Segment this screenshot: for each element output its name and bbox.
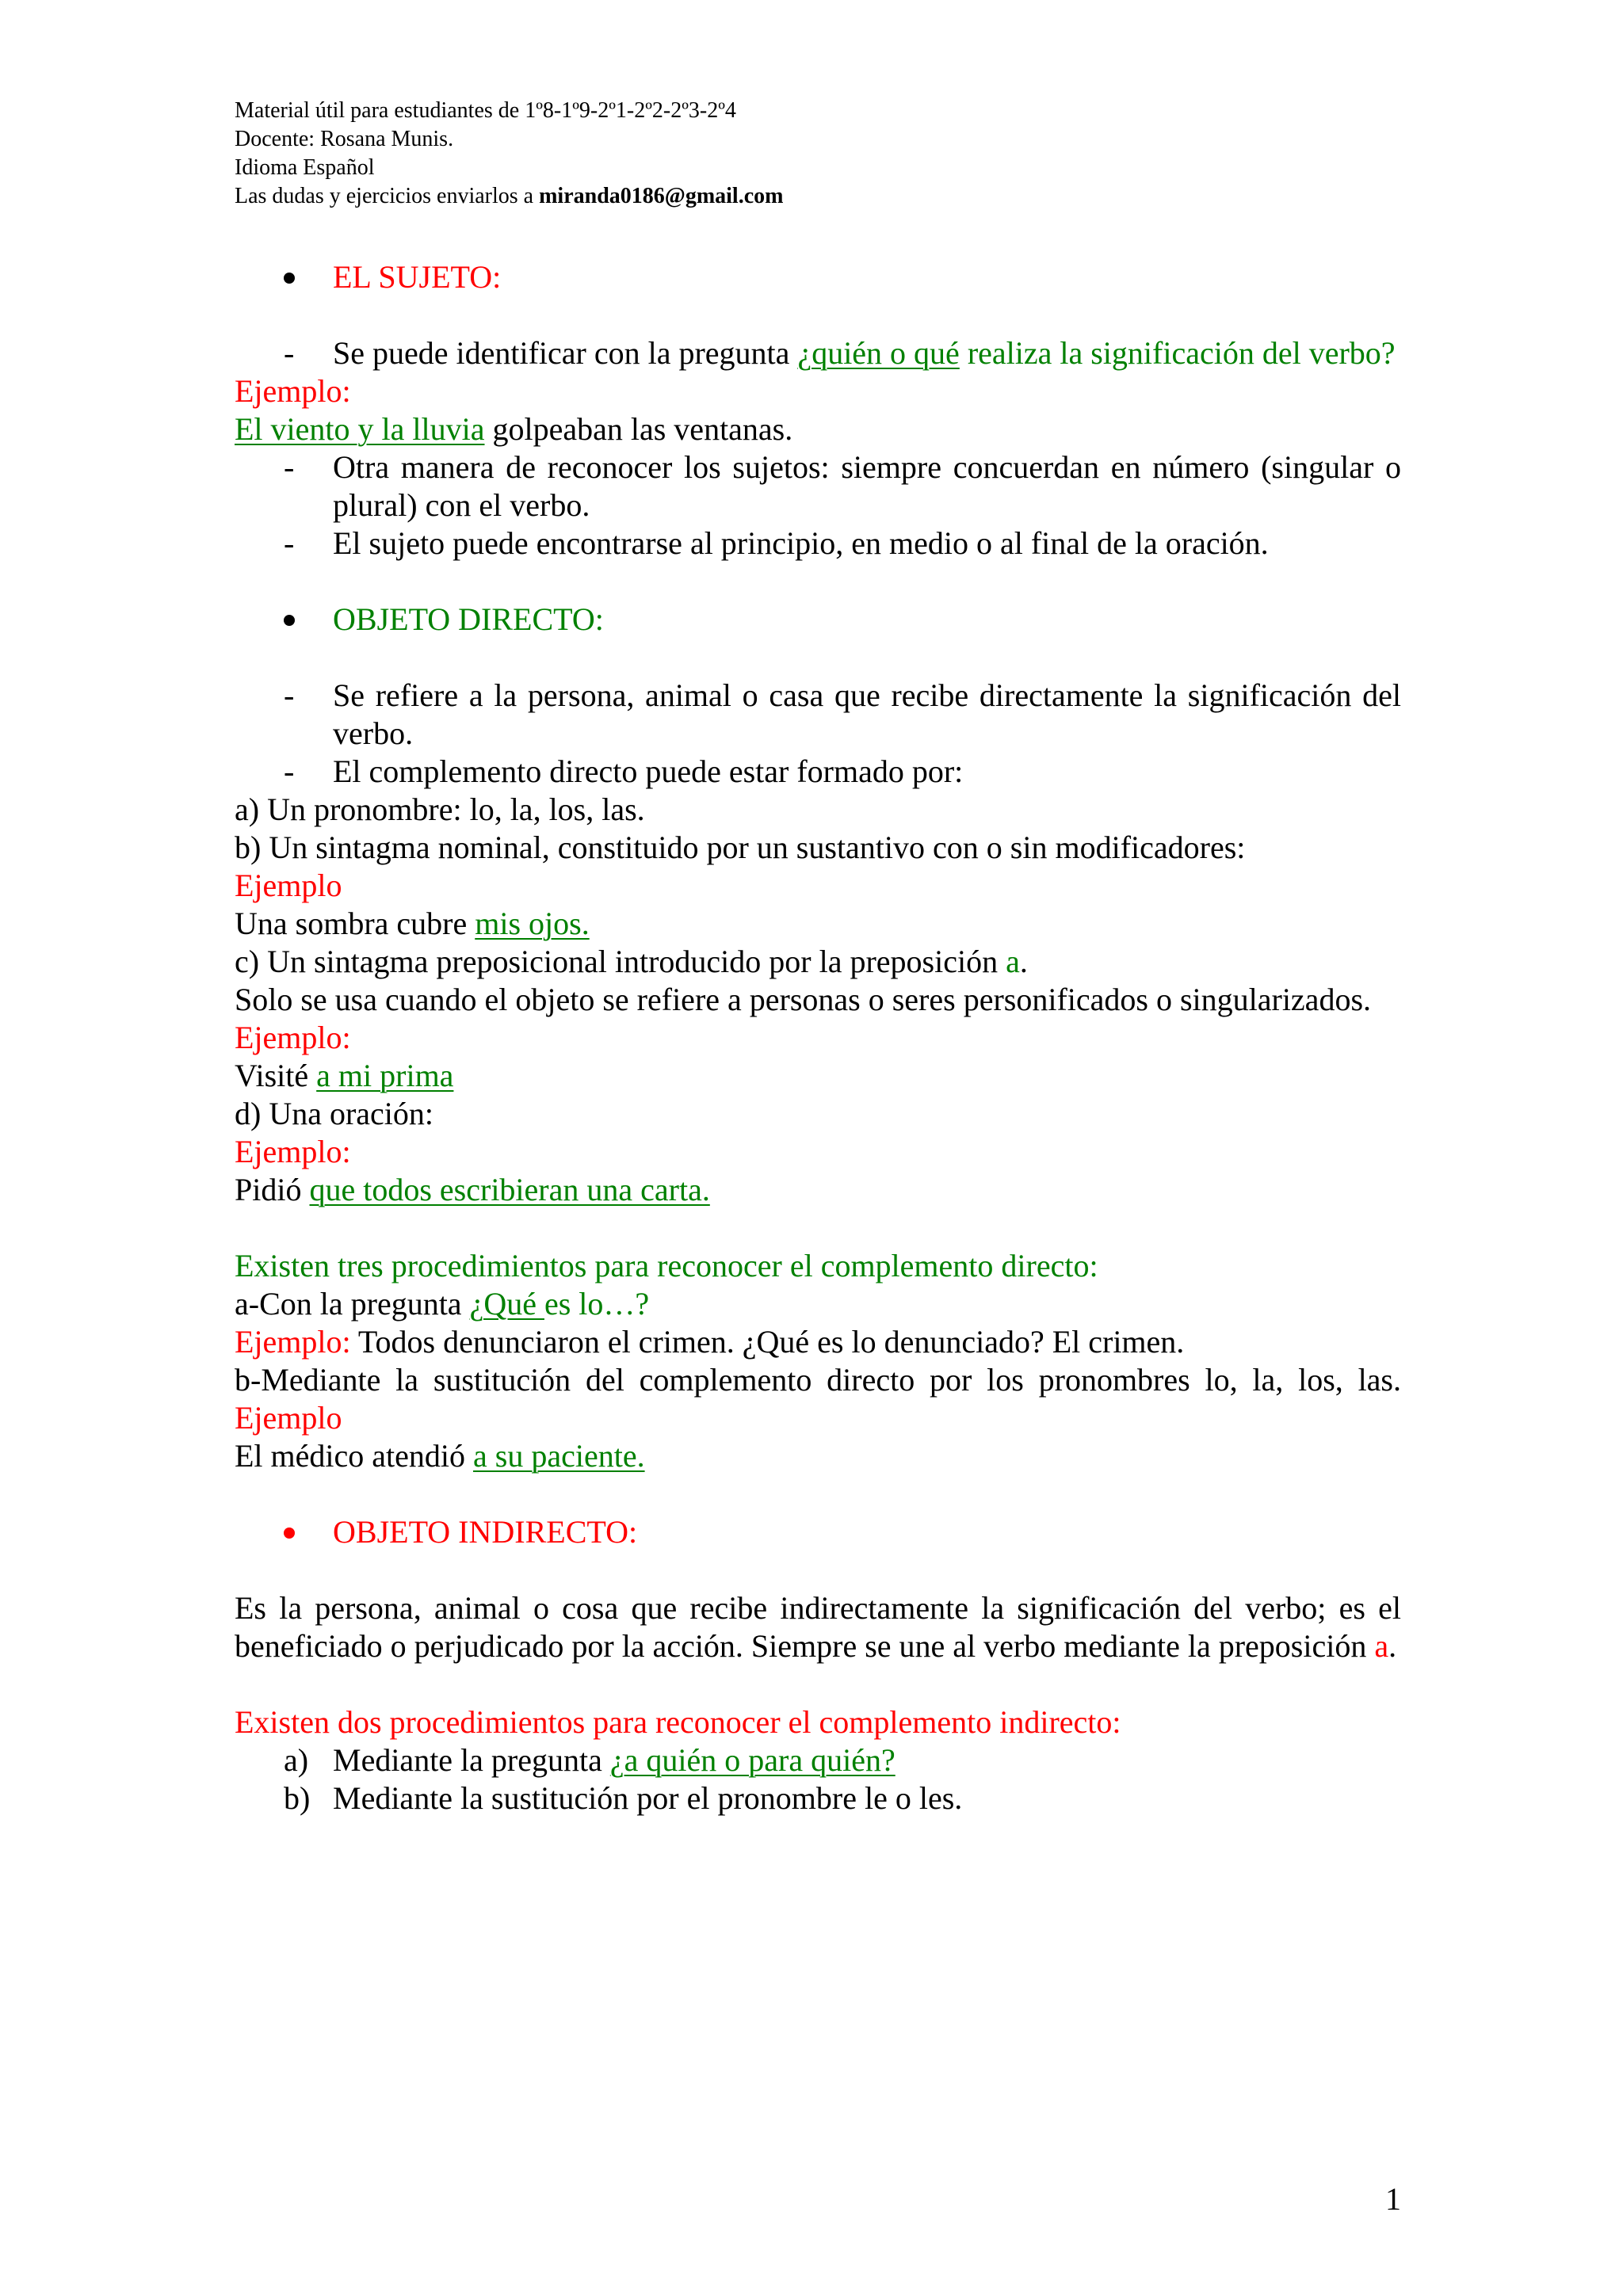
ejemplo-sentence <box>235 410 1401 448</box>
example-text: Todos denunciaron el crimen. ¿Qué es lo denunciado? El crimen. <box>350 1324 1185 1360</box>
heading-text: OBJETO INDIRECTO: <box>333 1514 638 1550</box>
heading-text: OBJETO DIRECTO: <box>333 601 604 637</box>
option-suffix: . <box>1019 944 1028 979</box>
ejemplo-label: Ejemplo <box>235 1400 342 1436</box>
preposition-highlight: a <box>1006 944 1020 979</box>
proc-text: a-Con la pregunta <box>235 1286 470 1322</box>
sentence-prefix: El médico atendió <box>235 1438 474 1474</box>
document-body <box>235 258 1401 1817</box>
header-line-contact <box>235 182 783 211</box>
sentence-prefix: Una sombra cubre <box>235 906 475 941</box>
oi-proc-a <box>235 1741 1401 1779</box>
ejemplo-label: Ejemplo: <box>235 1134 351 1169</box>
od-highlight: que todos escribieran una carta. <box>309 1172 710 1207</box>
ejemplo-label: Ejemplo: <box>235 373 351 409</box>
od-option-d: d) Una oración: <box>235 1096 434 1131</box>
question-highlight: ¿quién o qué <box>797 335 960 371</box>
ejemplo-sentence <box>235 1171 1401 1209</box>
sujeto-item-2 <box>235 448 1401 524</box>
section-heading-sujeto <box>235 258 1401 296</box>
od-highlight: a mi prima <box>316 1058 454 1093</box>
ejemplo-sentence <box>235 1437 1401 1475</box>
option-text: c) Un sintagma preposicional introducido por la preposición <box>235 944 1006 979</box>
od-item-2 <box>235 753 1401 791</box>
oi-procedimientos-title: Existen dos procedimientos para reconocer el complemento indirecto: <box>235 1704 1121 1740</box>
list-marker: a) <box>284 1742 309 1778</box>
question-rest: realiza la significación del verbo? <box>959 335 1396 371</box>
dash-marker: - <box>284 753 295 789</box>
od-option-c <box>235 943 1401 981</box>
ejemplo-label: Ejemplo <box>235 868 342 903</box>
sentence-rest: golpeaban las ventanas. <box>484 411 793 447</box>
od-procedimientos-title: Existen tres procedimientos para reconocer el complemento directo: <box>235 1248 1098 1283</box>
proc-text: b-Mediante la sustitución del complemento directo por los pronombres lo, la, los, las. <box>235 1362 1401 1398</box>
proc-text: Mediante la sustitución por el pronombre le o les. <box>333 1780 963 1816</box>
header-line-subject: Idioma Español <box>235 155 375 180</box>
od-highlight: mis ojos. <box>475 906 590 941</box>
item-text: Se puede identificar con la pregunta <box>333 335 798 371</box>
ejemplo-sentence <box>235 905 1401 943</box>
page-number: 1 <box>1385 2181 1401 2217</box>
od-highlight: a su paciente. <box>473 1438 645 1474</box>
od-option-b: b) Un sintagma nominal, constituido por un sustantivo con o sin modificadores: <box>235 830 1246 865</box>
dash-marker: - <box>284 525 295 561</box>
bullet-dot-icon <box>284 1527 295 1539</box>
item-text: El sujeto puede encontrarse al principio, en medio o al final de la oración. <box>333 525 1269 561</box>
od-proc-b <box>235 1361 1401 1437</box>
sujeto-item-3 <box>235 524 1401 563</box>
dash-marker: - <box>284 677 295 713</box>
dash-marker: - <box>284 449 295 485</box>
proc-text: Mediante la pregunta <box>333 1742 610 1778</box>
description-suffix: . <box>1388 1628 1397 1664</box>
section-heading-objeto-indirecto <box>235 1513 1401 1551</box>
bullet-dot-icon <box>284 615 295 626</box>
bullet-dot-icon <box>284 273 295 284</box>
contact-email[interactable]: miranda0186@gmail.com <box>539 184 784 208</box>
dash-marker: - <box>284 335 295 371</box>
od-option-a: a) Un pronombre: lo, la, los, las. <box>235 791 645 827</box>
list-marker: b) <box>284 1780 311 1816</box>
section-heading-objeto-directo <box>235 601 1401 639</box>
ejemplo-label: Ejemplo: <box>235 1324 351 1360</box>
header-line-teacher: Docente: Rosana Munis. <box>235 127 454 151</box>
ejemplo-label: Ejemplo: <box>235 1020 351 1055</box>
od-item-1 <box>235 677 1401 753</box>
document-header <box>235 97 783 211</box>
heading-text: EL SUJETO: <box>333 259 502 295</box>
sujeto-item-1 <box>235 334 1401 372</box>
item-text: Otra manera de reconocer los sujetos: siempre concuerdan en número (singular o plural) con el verbo. <box>333 449 1401 523</box>
oi-proc-b <box>235 1779 1401 1817</box>
od-proc-a <box>235 1285 1401 1323</box>
question-highlight: ¿a quién o para quién? <box>609 1742 896 1778</box>
description-text: Es la persona, animal o cosa que recibe indirectamente la significación del verbo; es el beneficiado o perjudicado por la acción. Siempre se une al verbo mediante la preposición <box>235 1590 1401 1664</box>
sentence-prefix: Pidió <box>235 1172 310 1207</box>
item-text: Se refiere a la persona, animal o casa que recibe directamente la significación del verbo. <box>333 677 1401 751</box>
ejemplo-sentence <box>235 1057 1401 1095</box>
contact-prefix: Las dudas y ejercicios enviarlos a <box>235 184 540 208</box>
preposition-highlight: a <box>1374 1628 1389 1664</box>
od-proc-a-example <box>235 1323 1401 1361</box>
item-text: El complemento directo puede estar formado por: <box>333 753 964 789</box>
od-solo-note: Solo se usa cuando el objeto se refiere a personas o seres personificados o singularizados. <box>235 982 1372 1017</box>
question-rest: es lo…? <box>544 1286 650 1322</box>
oi-description <box>235 1589 1401 1665</box>
sentence-prefix: Visité <box>235 1058 317 1093</box>
question-highlight: ¿Qué <box>469 1286 544 1322</box>
header-line-course: Material útil para estudiantes de 1º8-1º9-2º1-2º2-2º3-2º4 <box>235 98 736 123</box>
subject-highlight: El viento y la lluvia <box>235 411 485 447</box>
